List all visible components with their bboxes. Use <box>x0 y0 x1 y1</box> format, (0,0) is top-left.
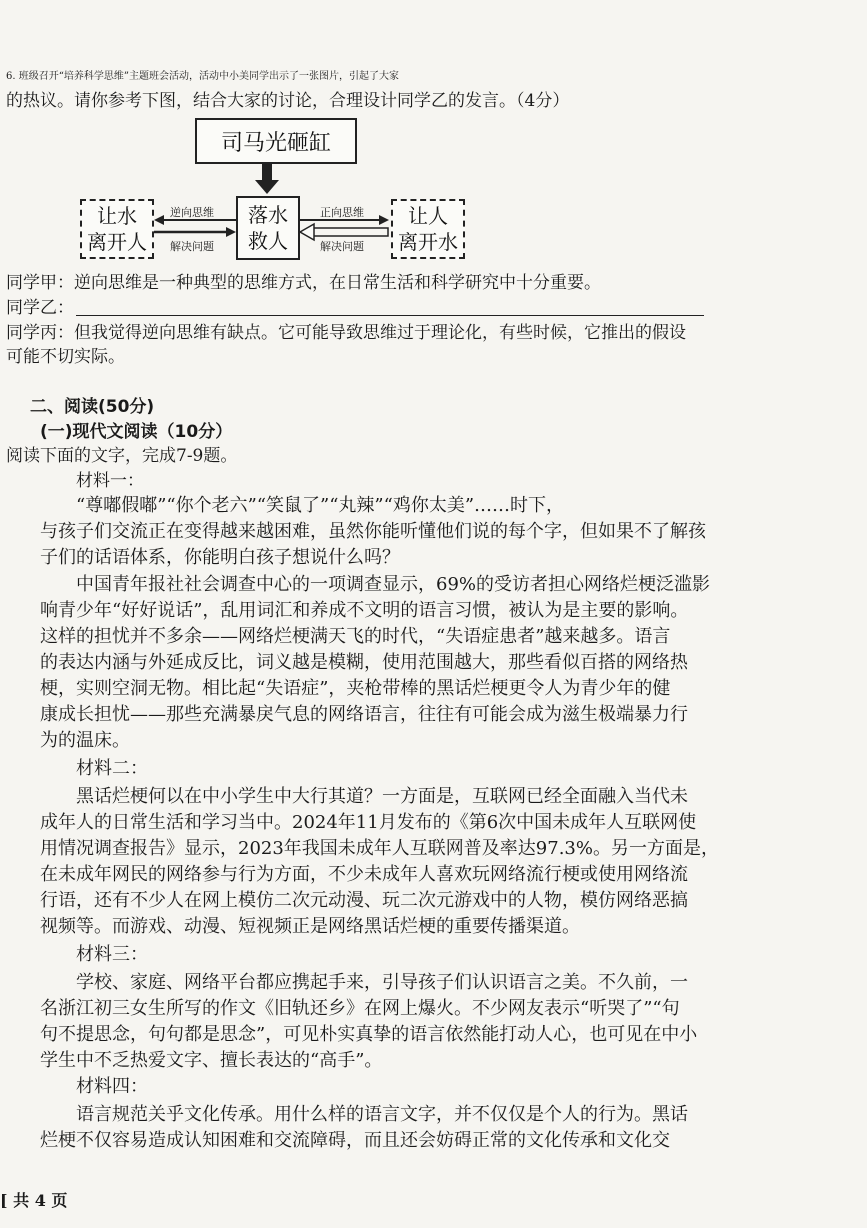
material1-line-5: 响青少年“好好说话”，乱用词汇和养成不文明的语言习惯，被认为是主要的影响。 <box>40 600 689 621</box>
material1-line-7: 的表达内涵与外延成反比，词义越是模糊，使用范围越大，那些看似百搭的网络热 <box>40 652 688 673</box>
material2-line-2: 成年人的日常生活和学习当中。2024年11月发布的《第6次中国未成年人互联网使 <box>40 812 697 833</box>
dialogue-bing-2: 可能不切实际。 <box>6 347 125 367</box>
section-subtitle: (一)现代文阅读（10分） <box>40 422 233 442</box>
dialogue-jia: 同学甲：逆向思维是一种典型的思维方式，在日常生活和科学研究中十分重要。 <box>6 273 601 293</box>
material1-line-8: 梗，实则空洞无物。相比起“失语症”，夹枪带棒的黑话烂梗更令人为青少年的健 <box>40 678 671 699</box>
left-bottom-arrow-head <box>226 227 236 237</box>
left-arrow-bottom-label: 解决问题 <box>170 240 214 253</box>
right-box-line-2: 离开水 <box>398 230 458 254</box>
material2-line-5: 行语，还有不少人在网上模仿二次元动漫、玩二次元游戏中的人物，模仿网络恶搞 <box>40 890 688 911</box>
section-instruction: 阅读下面的文字，完成7-9题。 <box>6 446 238 466</box>
material1-line-10: 为的温床。 <box>40 730 130 751</box>
dialogue-yi: 同学乙： <box>6 298 74 318</box>
right-box-line-1: 让人 <box>408 204 448 228</box>
left-box-line-2: 离开人 <box>87 230 147 254</box>
material1-label: 材料一： <box>76 471 144 491</box>
material1-line-4: 中国青年报社社会调查中心的一项调查显示，69%的受访者担心网络烂梗泛滥影 <box>76 574 711 595</box>
material4-line-2: 烂梗不仅容易造成认知困难和交流障碍，而且还会妨碍正常的文化传承和文化交 <box>40 1130 670 1151</box>
material3-line-1: 学校、家庭、网络平台都应携起手来，引导孩子们认识语言之美。不久前，一 <box>76 972 688 993</box>
q6-line-2: 的热议。请你参考下图，结合大家的讨论，合理设计同学乙的发言。（4分） <box>6 91 570 111</box>
right-top-arrow-head <box>379 215 389 225</box>
material2-line-4: 在未成年网民的网络参与行为方面，不少未成年人喜欢玩网络流行梗或使用网络流 <box>40 864 688 885</box>
right-arrow-top-label: 正向思维 <box>320 206 364 219</box>
material3-line-3: 句不提思念，句句都是思念”，可见朴实真挚的语言依然能打动人心，也可见在中小 <box>40 1024 698 1045</box>
diagram-arrows <box>0 0 867 280</box>
section-title: 二、阅读(50分) <box>30 397 155 417</box>
diagram-top-box: 司马光砸缸 <box>195 118 357 164</box>
left-box-line-1: 让水 <box>97 204 137 228</box>
material2-line-1: 黑话烂梗何以在中小学生中大行其道？一方面是，互联网已经全面融入当代未 <box>76 786 688 807</box>
right-bottom-arrow-shaft <box>312 228 388 236</box>
right-bottom-arrow-head <box>300 224 314 240</box>
material1-line-9: 康成长担忧——那些充满暴戾气息的网络语言，往往有可能会成为滋生极端暴力行 <box>40 704 688 725</box>
material2-line-3: 用情况调查报告》显示，2023年我国未成年人互联网普及率达97.3%。另一方面是， <box>40 838 719 859</box>
material1-line-6: 这样的担忧并不多余——网络烂梗满天飞的时代，“失语症患者”越来越多。语言 <box>40 626 671 647</box>
material3-line-2: 名浙江初三女生所写的作文《旧轨还乡》在网上爆火。不少网友表示“听哭了”“句 <box>40 998 680 1019</box>
material4-line-1: 语言规范关乎文化传承。用什么样的语言文字，并不仅仅是个人的行为。黑话 <box>76 1104 688 1125</box>
right-arrow-bottom-label: 解决问题 <box>320 240 364 253</box>
material2-label: 材料二： <box>76 758 148 779</box>
material3-label: 材料三： <box>76 944 148 965</box>
down-arrow-head <box>255 180 279 194</box>
dialogue-bing-1: 同学丙：但我觉得逆向思维有缺点。它可能导致思维过于理论化，有些时候，它推出的假设 <box>6 323 686 343</box>
answer-blank-line[interactable] <box>76 315 704 316</box>
center-box-line-2: 救人 <box>248 229 288 253</box>
left-arrow-top-label: 逆向思维 <box>170 206 214 219</box>
material1-line-1: “尊嘟假嘟”“你个老六”“笑鼠了”“丸辣”“鸡你太美”……时下， <box>76 495 565 516</box>
material3-line-4: 学生中不乏热爱文字、擅长表达的“高手”。 <box>40 1050 383 1071</box>
page-footer: [ 共 4 页 <box>0 1191 68 1210</box>
q6-line-1: 6. 班级召开“培养科学思维”主题班会活动，活动中小美同学出示了一张图片，引起了大家 <box>6 71 399 82</box>
left-top-arrow-head <box>154 215 164 225</box>
center-box-line-1: 落水 <box>248 203 288 227</box>
material2-line-6: 视频等。而游戏、动漫、短视频正是网络黑话烂梗的重要传播渠道。 <box>40 916 580 937</box>
material1-line-3: 子们的话语体系，你能明白孩子想说什么吗？ <box>40 547 400 568</box>
material1-line-2: 与孩子们交流正在变得越来越困难，虽然你能听懂他们说的每个字，但如果不了解孩 <box>40 521 706 542</box>
down-arrow-shaft <box>262 163 272 181</box>
material4-label: 材料四： <box>76 1076 148 1097</box>
